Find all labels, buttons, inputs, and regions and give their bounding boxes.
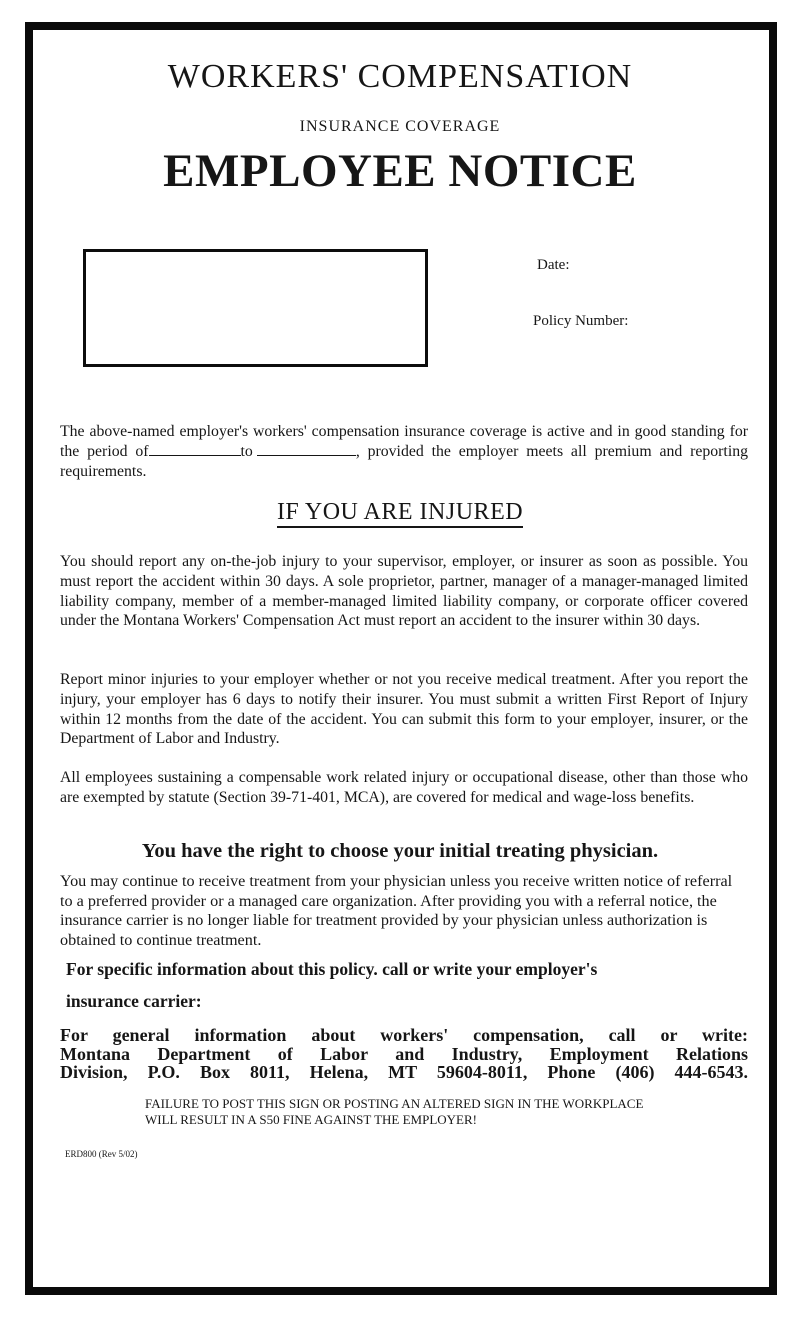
injured-paragraph-report: You should report any on-the-job injury to your supervisor, employer, or insurer as soon as possible. You must report the accident within 30 days. A sole proprietor, partner, manager of a manager-managed limited liability company, member of a member-managed limited liability company, or corporate officer covered under the Montana Workers' Compensation Act must report an accident to the insurer within 30 days.: [60, 553, 748, 630]
posting-warning: [145, 1096, 675, 1127]
document-subtitle: INSURANCE COVERAGE: [299, 118, 501, 135]
policy-number-label: Policy Number:: [533, 313, 629, 329]
coverage-text-between: to: [240, 442, 253, 460]
specific-info-line2: insurance carrier:: [66, 991, 202, 1011]
specific-info-line1: For specific information about this policy. call or write your employer's: [66, 959, 598, 979]
period-start-blank[interactable]: [149, 443, 241, 456]
coverage-text-after: , provided the employer meets all premium and reporting requirements.: [60, 442, 749, 480]
general-info-line1: For general information about workers' compensation, call or write:: [60, 1025, 748, 1045]
if-injured-heading: IF YOU ARE INJURED: [0, 499, 800, 526]
posting-warning-line2: WILL RESULT IN A S50 FINE AGAINST THE EMPLOYER!: [145, 1111, 477, 1127]
date-label: Date:: [537, 257, 570, 273]
general-info-paragraph: [60, 1026, 748, 1082]
physician-right-heading: You have the right to choose your initial treating physician.: [141, 840, 659, 862]
document-title: WORKERS' COMPENSATION: [167, 58, 633, 95]
period-end-blank[interactable]: [257, 443, 356, 456]
injured-paragraph-minor-injuries: Report minor injuries to your employer whether or not you receive medical treatment. After you report the injury, your employer has 6 days to notify their insurer. You must submit a written First Report of Injury within 12 months from the date of the accident. You can submit this form to your employer, insurer, or the Department of Labor and Industry.: [60, 671, 748, 748]
coverage-statement: [60, 422, 748, 481]
general-info-line2: Montana Department of Labor and Industry, Employment Relations: [60, 1043, 748, 1064]
coverage-text-before: The above-named employer's workers' compensation insurance coverage is active and in good standing for the period of: [60, 423, 748, 460]
posting-warning-line1: FAILURE TO POST THIS SIGN OR POSTING AN ALTERED SIGN IN THE WORKPLACE: [145, 1096, 644, 1111]
injured-paragraph-benefits: All employees sustaining a compensable work related injury or occupational disease, other than those who are exempted by statute (Section 39-71-401, MCA), are covered for medical and wage-loss benefits.: [60, 769, 748, 806]
physician-paragraph: You may continue to receive treatment from your physician unless you receive written notice of referral to a preferred provider or a managed care organization. After providing you with a referral notice, the insurance carrier is no longer liable for treatment provided by your physician unless authorization is obtained to continue treatment.: [60, 872, 733, 949]
employer-name-box[interactable]: [83, 249, 428, 367]
notice-title: EMPLOYEE NOTICE: [163, 145, 637, 197]
form-number: ERD800 (Rev 5/02): [65, 1149, 138, 1159]
general-info-line3: Division, P.O. Box 8011, Helena, MT 59604-8011, Phone (406) 444-6543.: [60, 1062, 748, 1082]
